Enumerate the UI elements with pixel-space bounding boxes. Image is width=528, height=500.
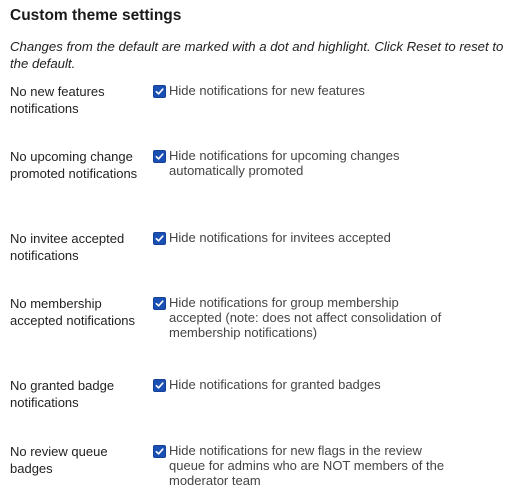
setting-label: No new features notifications <box>10 84 105 116</box>
new-features-checkbox[interactable] <box>153 85 166 98</box>
checkmark-icon <box>155 381 164 390</box>
checkmark-icon <box>155 87 164 96</box>
review-queue-checkbox[interactable] <box>153 445 166 458</box>
checkbox-label[interactable]: Hide notifications for group membership accepted (note: does not affect consolidation of membership notifications) <box>169 295 442 340</box>
checkbox-label[interactable]: Hide notifications for new flags in the review queue for admins who are NOT members of the moderator team <box>169 443 445 488</box>
page-title: Custom theme settings <box>10 7 182 24</box>
checkbox-label[interactable]: Hide notifications for new features <box>169 83 365 98</box>
setting-label: No membership accepted notifications <box>10 296 136 328</box>
checkmark-icon <box>155 299 164 308</box>
checkmark-icon <box>155 234 164 243</box>
checkbox-label[interactable]: Hide notifications for invitees accepted <box>169 230 391 245</box>
checkmark-icon <box>155 152 164 161</box>
setting-label: No granted badge notifications <box>10 378 115 410</box>
invitee-accepted-checkbox[interactable] <box>153 232 166 245</box>
checkbox-label[interactable]: Hide notifications for granted badges <box>169 377 381 392</box>
setting-label: No upcoming change promoted notifications <box>10 149 138 181</box>
membership-accepted-checkbox[interactable] <box>153 297 166 310</box>
theme-settings-panel <box>10 6 522 72</box>
upcoming-change-checkbox[interactable] <box>153 150 166 163</box>
checkbox-label[interactable]: Hide notifications for upcoming changes automatically promoted <box>169 148 400 178</box>
setting-label: No invitee accepted notifications <box>10 231 125 263</box>
checkmark-icon <box>155 447 164 456</box>
setting-label: No review queue badges <box>10 444 108 476</box>
settings-description: Changes from the default are marked with a dot and highlight. Click Reset to reset to the default. <box>10 39 504 71</box>
granted-badge-checkbox[interactable] <box>153 379 166 392</box>
